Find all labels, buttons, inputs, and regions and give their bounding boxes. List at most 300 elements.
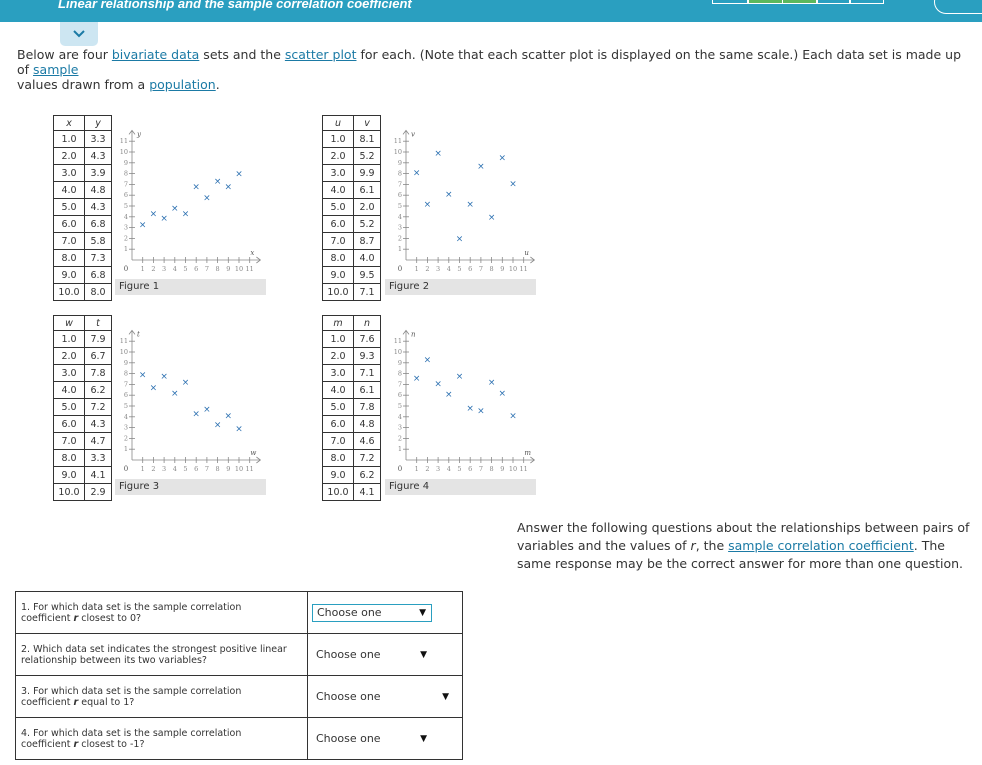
dropdown-arrow-icon: ▼ [420,733,427,744]
table-row [54,250,112,267]
x-tick-label: 4 [446,465,451,473]
table-row [323,416,381,433]
y-tick-label: 3 [123,423,128,432]
y-tick-label: 4 [123,412,128,421]
scatter-plot-4 [386,325,546,475]
cell-y: 4.3 [85,148,112,165]
column-header-y: v [354,116,381,131]
cell-x: 5.0 [54,199,85,216]
x-tick-label: 4 [446,265,451,273]
question-text-2: 2. Which data set indicates the strongest positive linear relationship between its two variables? [16,634,308,676]
data-point: × [138,220,147,231]
cell-y: 7.1 [354,365,381,382]
y-tick-label: 6 [397,391,402,400]
cell-y: 3.3 [85,450,112,467]
table-header-row [323,116,381,131]
table-row [323,331,381,348]
cell-x: 6.0 [54,416,85,433]
x-tick-label: 3 [436,465,441,473]
x-tick-label: 2 [425,465,430,473]
table-row [323,267,381,284]
question-row-4 [16,718,463,760]
cell-x: 7.0 [54,233,85,250]
cell-x: 6.0 [54,216,85,233]
y-tick-label: 3 [397,423,402,432]
y-tick-label: 9 [123,158,128,167]
progress-step-2 [748,0,784,4]
x-tick-label: 10 [234,265,244,273]
y-tick-label: 8 [397,369,402,378]
y-tick-label: 9 [397,158,402,167]
y-tick-label: 10 [119,148,128,156]
data-point: × [160,371,168,382]
cell-y: 4.3 [85,199,112,216]
x-tick-label: 1 [140,265,145,273]
x-axis-label: m [524,449,532,457]
data-point: × [224,182,233,193]
table-row [323,199,381,216]
cell-y: 2.0 [354,199,381,216]
table-row [323,484,381,501]
table-row [323,382,381,399]
figure-label-4: Figure 4 [385,479,536,495]
data-table-2 [322,115,381,301]
y-tick-label: 6 [123,191,128,200]
y-tick-label: 1 [397,245,402,254]
y-tick-label: 11 [393,137,402,146]
data-point: × [412,373,421,384]
y-axis-label: v [411,130,415,139]
y-tick-label: 3 [397,223,402,232]
data-table-4 [322,315,381,501]
cell-x: 5.0 [54,399,85,416]
origin-label: 0 [123,465,129,473]
data-table-3 [53,315,112,501]
data-point: × [498,153,507,164]
cell-x: 2.0 [323,348,354,365]
table-row [323,450,381,467]
table-row [323,182,381,199]
y-tick-label: 2 [397,234,402,243]
x-tick-label: 5 [183,465,188,473]
data-point: × [149,209,158,220]
dropdown-arrow-icon: ▼ [419,607,426,618]
y-tick-label: 9 [397,358,402,367]
y-tick-label: 9 [123,358,128,367]
data-point: × [498,389,507,400]
figure-label-1: Figure 1 [115,279,266,295]
figure-label-3: Figure 3 [115,479,266,495]
question-text-1: 1. For which data set is the sample correlation coefficient r closest to 0? [16,592,308,634]
data-point: × [224,411,233,422]
cell-y: 5.8 [85,233,112,250]
data-point: × [509,179,517,190]
y-tick-label: 7 [123,180,128,189]
data-point: × [412,168,421,179]
answer-select-2[interactable]: Choose one ▼ [316,647,427,661]
x-tick-label: 10 [234,465,244,473]
x-tick-label: 8 [215,265,220,273]
dropdown-arrow-icon: ▼ [420,649,427,660]
cell-y: 4.7 [85,433,112,450]
data-point: × [171,389,179,400]
table-row [54,399,112,416]
data-point: × [423,355,432,366]
x-tick-label: 3 [162,465,167,473]
questions-table [15,591,463,760]
data-point: × [445,390,453,401]
x-tick-label: 7 [478,265,483,273]
cell-y: 6.7 [85,348,112,365]
answer-select-1[interactable]: Choose one ▼ [312,604,432,622]
x-tick-label: 6 [194,265,199,273]
x-tick-label: 2 [151,265,156,273]
table-header-row [54,116,112,131]
cell-x: 10.0 [323,284,354,301]
table-row [54,484,112,501]
cell-x: 4.0 [323,182,354,199]
y-tick-label: 8 [123,169,128,178]
cell-y: 3.9 [85,165,112,182]
x-tick-label: 10 [508,465,518,473]
data-point: × [455,234,464,245]
data-point: × [466,404,474,415]
y-tick-label: 1 [123,245,128,254]
cell-x: 5.0 [323,199,354,216]
x-axis-label: w [250,449,257,457]
table-row [323,467,381,484]
cell-y: 8.7 [354,233,381,250]
question-instructions: Answer the following questions about the relationships between pairs of variables and the values of r, the sample correlation coefficient. The same response may be the correct answer for more than one question. [517,520,970,571]
y-tick-label: 10 [119,348,128,356]
scatter-plot-link[interactable]: scatter plot [284,47,357,62]
table-row [323,433,381,450]
cell-x: 3.0 [54,365,85,382]
cell-y: 7.8 [85,365,112,382]
cell-x: 10.0 [54,484,85,501]
scatter-plot-1 [112,125,272,275]
cell-y: 8.0 [85,284,112,301]
x-axis-label: x [250,249,255,257]
x-tick-label: 1 [140,465,145,473]
x-tick-label: 11 [519,265,528,273]
cell-y: 7.1 [354,284,381,301]
data-point: × [477,406,485,417]
table-row [323,148,381,165]
y-tick-label: 4 [397,212,402,221]
cell-x: 4.0 [323,382,354,399]
x-tick-label: 5 [183,265,188,273]
x-tick-label: 11 [519,465,528,473]
question-text-3: 3. For which data set is the sample correlation coefficient r equal to 1? [16,676,308,718]
cell-x: 1.0 [54,331,85,348]
y-tick-label: 11 [393,337,402,346]
column-header-x: m [323,316,354,331]
menu-pill-button[interactable] [934,0,982,14]
table-row [54,165,112,182]
x-tick-label: 2 [425,265,430,273]
y-tick-label: 10 [393,348,402,356]
figure-label-2: Figure 2 [385,279,536,295]
table-row [54,450,112,467]
table-row [54,467,112,484]
bivariate-data-link[interactable]: bivariate data [111,47,200,62]
cell-y: 6.2 [354,467,381,484]
y-tick-label: 11 [119,137,128,146]
cell-x: 3.0 [54,165,85,182]
cell-x: 2.0 [54,148,85,165]
cell-x: 10.0 [323,484,354,501]
y-tick-label: 2 [123,234,128,243]
dropdown-arrow-icon: ▼ [442,691,449,702]
progress-step-4 [816,0,850,4]
y-tick-label: 8 [397,169,402,178]
x-tick-label: 9 [500,265,505,273]
x-tick-label: 9 [226,265,231,273]
data-point: × [181,209,190,220]
cell-x: 8.0 [54,250,85,267]
table-row [323,250,381,267]
origin-label: 0 [397,465,403,473]
table-row [54,233,112,250]
y-tick-label: 6 [123,391,128,400]
data-point: × [203,405,211,416]
cell-y: 6.8 [85,267,112,284]
table-row [54,348,112,365]
x-tick-label: 3 [162,265,167,273]
cell-y: 3.3 [85,131,112,148]
x-tick-label: 1 [414,265,419,273]
table-row [54,416,112,433]
cell-x: 4.0 [54,382,85,399]
cell-y: 9.5 [354,267,381,284]
table-row [323,284,381,301]
data-point: × [138,370,147,381]
cell-y: 2.9 [85,484,112,501]
cell-x: 7.0 [54,433,85,450]
origin-label: 0 [397,265,403,273]
data-point: × [434,149,442,160]
y-tick-label: 11 [119,337,128,346]
table-row [54,182,112,199]
x-tick-label: 7 [204,265,209,273]
column-header-y: y [85,116,112,131]
chevron-down-icon [73,30,85,38]
cell-y: 4.8 [85,182,112,199]
y-tick-label: 5 [397,202,402,210]
cell-y: 7.3 [85,250,112,267]
table-row [323,216,381,233]
cell-y: 6.1 [354,382,381,399]
table-row [54,433,112,450]
table-header-row [54,316,112,331]
y-tick-label: 10 [393,148,402,156]
cell-x: 7.0 [323,433,354,450]
data-point: × [203,193,211,204]
cell-y: 5.2 [354,216,381,233]
table-row [323,131,381,148]
cell-x: 3.0 [323,165,354,182]
cell-y: 4.8 [354,416,381,433]
x-tick-label: 4 [172,465,177,473]
data-point: × [477,162,485,173]
x-tick-label: 4 [172,265,177,273]
column-header-x: u [323,116,354,131]
cell-x: 6.0 [323,416,354,433]
cell-x: 9.0 [323,267,354,284]
intro-text: Below are four bivariate data sets and the scatter plot for each. (Note that each scatter plot is displayed on the same scale.) Each data set is made up of sample values drawn from a population. [17,47,962,92]
data-point: × [445,190,453,201]
cell-x: 1.0 [323,331,354,348]
cell-y: 7.9 [85,331,112,348]
data-point: × [423,199,432,210]
table-row [54,199,112,216]
data-table-1 [53,115,112,301]
data-point: × [192,409,200,420]
data-point: × [181,378,190,389]
answer-select-4[interactable]: Choose one ▼ [316,731,427,745]
y-tick-label: 3 [123,223,128,232]
data-point: × [149,383,158,394]
origin-label: 0 [123,265,129,273]
data-point: × [160,213,168,224]
page-title: Linear relationship and the sample correlation coefficient [58,0,412,11]
data-point: × [213,420,222,431]
data-point: × [434,379,442,390]
cell-y: 8.1 [354,131,381,148]
question-text-4: 4. For which data set is the sample correlation coefficient r closest to -1? [16,718,308,760]
cell-y: 7.6 [354,331,381,348]
cell-y: 4.6 [354,433,381,450]
cell-y: 6.8 [85,216,112,233]
table-header-row [323,316,381,331]
cell-x: 3.0 [323,365,354,382]
collapse-tab[interactable] [60,22,98,46]
answer-select-3[interactable]: Choose one ▼ [316,689,449,703]
data-point: × [171,204,179,215]
table-row [323,233,381,250]
population-link[interactable]: population [149,77,216,92]
cell-y: 4.1 [85,467,112,484]
table-row [323,165,381,182]
cell-x: 9.0 [54,467,85,484]
cell-y: 4.0 [354,250,381,267]
x-axis-label: u [524,249,529,257]
y-axis-label: n [411,330,416,339]
x-tick-label: 8 [215,465,220,473]
x-tick-label: 3 [436,265,441,273]
x-tick-label: 6 [468,465,473,473]
x-tick-label: 8 [489,265,494,273]
y-axis-label: t [137,330,140,339]
data-point: × [487,212,496,223]
x-tick-label: 7 [204,465,209,473]
cell-x: 10.0 [54,284,85,301]
y-tick-label: 1 [123,445,128,454]
x-tick-label: 8 [489,465,494,473]
y-tick-label: 8 [123,369,128,378]
x-tick-label: 5 [457,265,462,273]
x-tick-label: 11 [245,265,254,273]
cell-x: 8.0 [323,250,354,267]
table-row [54,365,112,382]
sample-link[interactable]: sample [33,62,79,77]
question-row-3 [16,676,463,718]
question-row-2 [16,634,463,676]
data-point: × [213,177,222,188]
cell-y: 7.2 [85,399,112,416]
table-row [54,331,112,348]
cell-y: 7.8 [354,399,381,416]
scatter-plot-3 [112,325,272,475]
scatter-plot-2 [386,125,546,275]
column-header-y: n [354,316,381,331]
progress-step-1 [712,0,748,4]
data-point: × [235,169,243,180]
y-tick-label: 5 [123,402,128,410]
data-point: × [466,199,474,210]
question-row-1 [16,592,463,634]
data-point: × [487,378,496,389]
y-tick-label: 5 [123,202,128,210]
cell-x: 2.0 [54,348,85,365]
data-point: × [235,424,243,435]
table-row [54,148,112,165]
cell-y: 4.3 [85,416,112,433]
data-point: × [455,371,464,382]
y-tick-label: 4 [123,212,128,221]
table-row [54,216,112,233]
data-point: × [509,411,517,422]
x-tick-label: 1 [414,465,419,473]
table-row [54,267,112,284]
table-row [323,399,381,416]
progress-step-5 [850,0,884,4]
cell-x: 1.0 [54,131,85,148]
table-row [54,284,112,301]
y-tick-label: 2 [397,434,402,443]
y-tick-label: 7 [123,380,128,389]
x-tick-label: 7 [478,465,483,473]
cell-y: 9.9 [354,165,381,182]
data-point: × [192,182,200,193]
cell-x: 6.0 [323,216,354,233]
cell-x: 4.0 [54,182,85,199]
column-header-x: w [54,316,85,331]
x-tick-label: 5 [457,465,462,473]
cell-y: 5.2 [354,148,381,165]
y-tick-label: 7 [397,380,402,389]
cell-x: 8.0 [323,450,354,467]
cell-y: 7.2 [354,450,381,467]
cell-x: 1.0 [323,131,354,148]
x-tick-label: 9 [500,465,505,473]
progress-step-3 [782,0,818,4]
x-tick-label: 2 [151,465,156,473]
x-tick-label: 6 [194,465,199,473]
cell-x: 2.0 [323,148,354,165]
x-tick-label: 10 [508,265,518,273]
cell-x: 9.0 [323,467,354,484]
y-tick-label: 7 [397,180,402,189]
column-header-y: t [85,316,112,331]
cell-x: 7.0 [323,233,354,250]
cell-y: 6.1 [354,182,381,199]
cell-x: 8.0 [54,450,85,467]
y-tick-label: 6 [397,191,402,200]
sample-correlation-coefficient-link[interactable]: sample correlation coefficient [728,538,914,553]
x-tick-label: 9 [226,465,231,473]
